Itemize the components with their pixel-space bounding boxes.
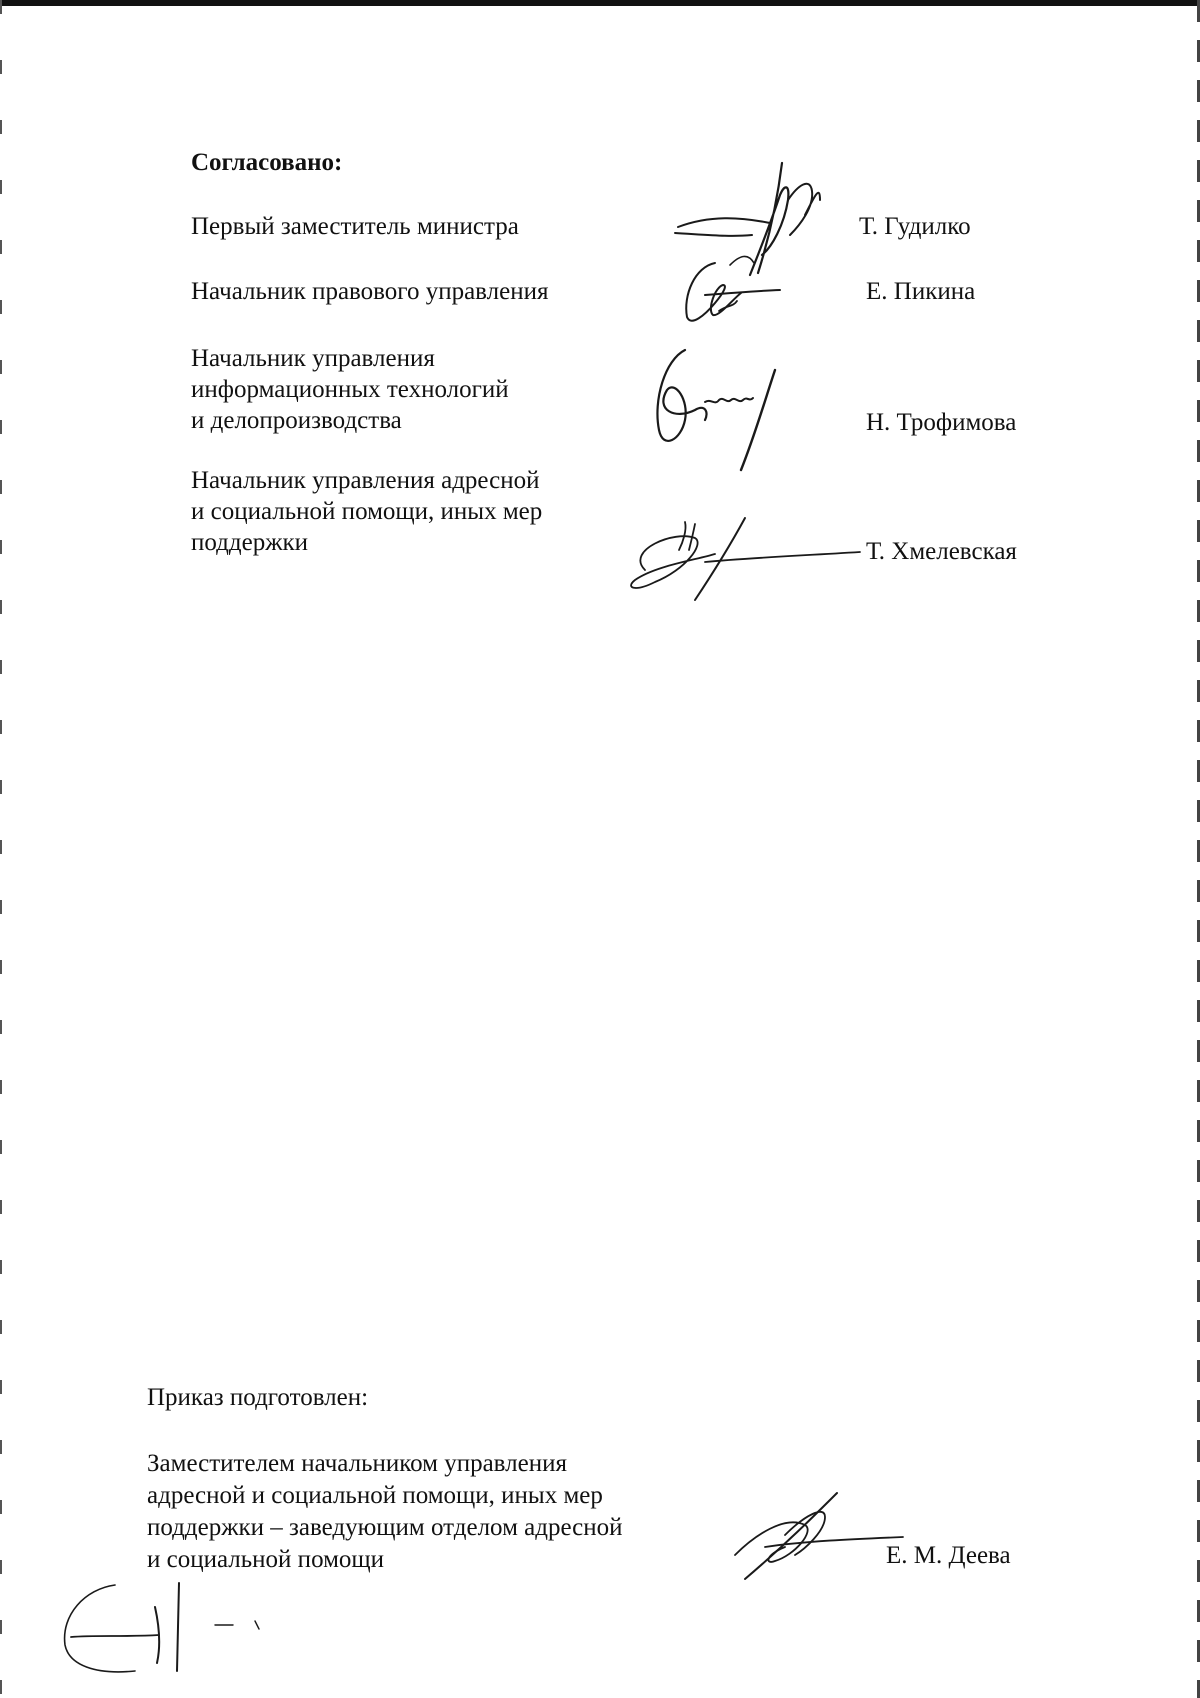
- prepared-position-line: Заместителем начальником управления: [147, 1450, 567, 1477]
- prepared-heading: Приказ подготовлен:: [147, 1384, 369, 1411]
- approval-position-line: Начальник управления: [191, 345, 435, 372]
- approval-name: Е. Пикина: [866, 278, 976, 305]
- initials-mark: [55, 1575, 275, 1685]
- scan-edge-left: [0, 0, 2, 1698]
- scan-edge-top: [0, 0, 1200, 6]
- approval-name: Т. Хмелевская: [866, 538, 1017, 565]
- prepared-name: Е. М. Деева: [886, 1542, 1011, 1569]
- prepared-position-line: и социальной помощи: [147, 1546, 385, 1573]
- approval-position-line: и социальной помощи, иных мер: [191, 498, 543, 525]
- approval-position-line: Начальник управления адресной: [191, 467, 540, 494]
- prepared-position-line: поддержки – заведующим отделом адресной: [147, 1514, 623, 1541]
- approval-heading: Согласовано:: [191, 149, 343, 176]
- signature-image: [675, 255, 785, 330]
- approval-position-line: Начальник правового управления: [191, 278, 549, 305]
- approval-name: Т. Гудилко: [859, 213, 971, 240]
- prepared-position-line: адресной и социальной помощи, иных мер: [147, 1482, 603, 1509]
- signature-image: [645, 340, 795, 480]
- approval-name: Н. Трофимова: [866, 409, 1017, 436]
- approval-position-line: информационных технологий: [191, 376, 509, 403]
- approval-position-line: и делопроизводства: [191, 407, 402, 434]
- signature-image: [615, 510, 865, 605]
- approval-position-line: Первый заместитель министра: [191, 213, 519, 240]
- approval-position-line: поддержки: [191, 529, 308, 556]
- signature-image: [725, 1485, 905, 1585]
